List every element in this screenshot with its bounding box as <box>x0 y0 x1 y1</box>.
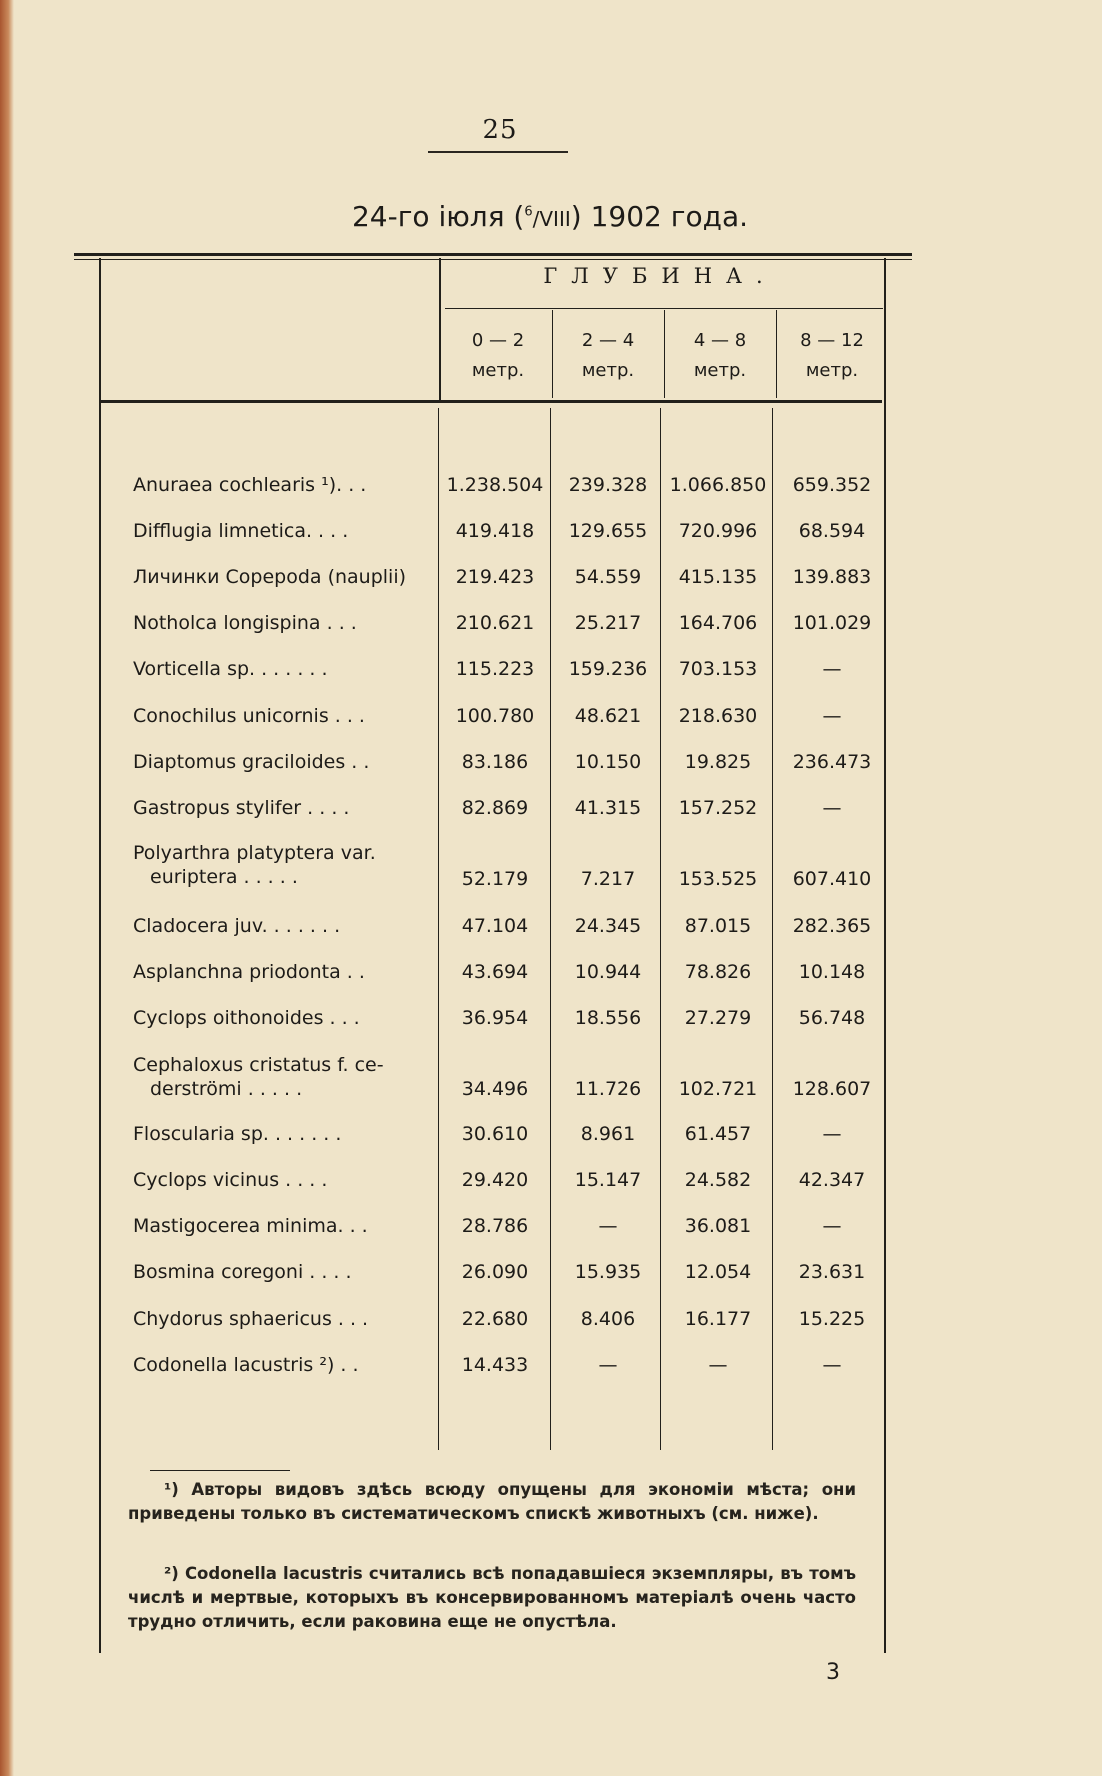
species-name-continued: euriptera . . . . . <box>150 866 298 888</box>
table-row <box>0 914 1102 954</box>
table-row <box>0 519 1102 559</box>
page-number-rule <box>428 151 568 153</box>
table-row <box>0 750 1102 790</box>
value-2-4m: 7.217 <box>580 868 636 890</box>
value-0-2m: 28.786 <box>461 1215 529 1237</box>
value-0-2m: 419.418 <box>455 520 535 542</box>
value-2-4m: 25.217 <box>574 612 642 634</box>
value-4-8m: 19.825 <box>684 751 752 773</box>
value-2-4m: 10.150 <box>574 751 642 773</box>
column-range: 4 — 8 <box>693 330 747 351</box>
species-name-continued: derströmi . . . . . <box>150 1078 303 1100</box>
value-4-8m: 1.066.850 <box>669 474 767 496</box>
species-name: Cephaloxus cristatus f. ce- <box>133 1054 384 1076</box>
value-8-12m: 282.365 <box>792 915 872 937</box>
value-0-2m: 219.423 <box>455 566 535 588</box>
table-row <box>0 1260 1102 1300</box>
value-8-12m: 56.748 <box>798 1007 866 1029</box>
value-0-2m: 115.223 <box>455 658 535 680</box>
value-8-12m: 68.594 <box>798 520 866 542</box>
footnote-mark: ²) <box>164 1564 179 1583</box>
title-sup: 6 <box>524 204 533 220</box>
depth-header-rule <box>445 308 883 309</box>
value-0-2m: 26.090 <box>461 1261 529 1283</box>
table-row <box>0 611 1102 651</box>
value-0-2m: 210.621 <box>455 612 535 634</box>
table-row <box>0 1006 1102 1046</box>
table-row <box>0 1307 1102 1347</box>
table-row <box>0 796 1102 836</box>
header-bottom-rule <box>100 400 882 403</box>
value-2-4m: 10.944 <box>574 961 642 983</box>
title-sub: /VIII <box>532 207 571 231</box>
table-top-rule <box>74 253 912 256</box>
footnote-mark: ¹) <box>164 1480 179 1499</box>
value-2-4m: 15.935 <box>574 1261 642 1283</box>
value-4-8m: 36.081 <box>684 1215 752 1237</box>
footnote-text: Codonella lacustris считались всѣ попадавшіеся экземпляры, въ томъ числѣ и мертвые, которыхъ въ консервированномъ матеріалѣ очень часто трудно отличить, если раковина еще не опустѣла. <box>128 1564 856 1631</box>
column-range: 8 — 12 <box>800 330 864 351</box>
depth-header: ГЛУБИНА. <box>543 264 777 288</box>
value-4-8m: 153.525 <box>678 868 758 890</box>
column-header-2-4 <box>554 326 662 386</box>
table-row <box>0 1122 1102 1162</box>
value-0-2m: 47.104 <box>461 915 529 937</box>
value-2-4m: 8.406 <box>580 1308 636 1330</box>
table-right-border <box>884 258 886 1653</box>
value-0-2m: 100.780 <box>455 705 535 727</box>
species-name: Codonella lacustris ²) . . <box>133 1354 359 1376</box>
value-2-4m: 41.315 <box>574 797 642 819</box>
species-name: Anuraea cochlearis ¹). . . <box>133 474 367 496</box>
value-8-12m: 42.347 <box>798 1169 866 1191</box>
value-2-4m: 159.236 <box>568 658 648 680</box>
table-row <box>0 473 1102 513</box>
footnote-text: Авторы видовъ здѣсь всюду опущены для экономіи мѣста; они приведены только въ систематическомъ спискѣ животныхъ (см. ниже). <box>128 1480 857 1523</box>
table-row <box>0 960 1102 1000</box>
species-name: Личинки Copepoda (nauplii) <box>133 566 407 588</box>
header-divider-3 <box>776 310 777 398</box>
header-divider-2 <box>664 310 665 398</box>
species-name: Cyclops oithonoides . . . <box>133 1007 360 1029</box>
value-8-12m: 236.473 <box>792 751 872 773</box>
value-0-2m: 29.420 <box>461 1169 529 1191</box>
table-left-border <box>99 258 101 1653</box>
column-header-0-2 <box>444 326 552 386</box>
value-2-4m: 24.345 <box>574 915 642 937</box>
value-2-4m: 18.556 <box>574 1007 642 1029</box>
value-4-8m: 164.706 <box>678 612 758 634</box>
species-name: Asplanchna priodonta . . <box>133 961 365 983</box>
species-name: Notholca longispina . . . <box>133 612 357 634</box>
species-name: Difflugia limnetica. . . . <box>133 520 349 542</box>
table-row <box>0 1353 1102 1393</box>
table-row <box>0 704 1102 744</box>
column-unit: метр. <box>581 360 635 381</box>
species-name: Mastigocerea minima. . . <box>133 1215 368 1237</box>
value-2-4m: 129.655 <box>568 520 648 542</box>
value-0-2m: 14.433 <box>461 1354 529 1376</box>
signature-mark: 3 <box>826 1660 840 1685</box>
title-prefix: 24-го іюля ( <box>351 200 525 233</box>
value-2-4m: — <box>598 1215 618 1237</box>
value-4-8m: 27.279 <box>684 1007 752 1029</box>
value-4-8m: 78.826 <box>684 961 752 983</box>
value-8-12m: — <box>822 1215 842 1237</box>
species-name: Vorticella sp. . . . . . . <box>133 658 328 680</box>
species-name: Chydorus sphaericus . . . <box>133 1308 369 1330</box>
value-4-8m: 102.721 <box>678 1078 758 1100</box>
title-suffix: ) 1902 года. <box>570 200 749 233</box>
value-4-8m: 12.054 <box>684 1261 752 1283</box>
species-name: Diaptomus graciloides . . <box>133 751 370 773</box>
species-name: Floscularia sp. . . . . . . <box>133 1123 342 1145</box>
value-2-4m: — <box>598 1354 618 1376</box>
value-4-8m: — <box>708 1354 728 1376</box>
value-8-12m: 128.607 <box>792 1078 872 1100</box>
species-name: Conochilus unicornis . . . <box>133 705 365 727</box>
table-row <box>0 1214 1102 1254</box>
value-0-2m: 22.680 <box>461 1308 529 1330</box>
value-8-12m: — <box>822 705 842 727</box>
value-0-2m: 30.610 <box>461 1123 529 1145</box>
value-0-2m: 1.238.504 <box>446 474 544 496</box>
value-8-12m: — <box>822 658 842 680</box>
table-row <box>0 565 1102 605</box>
footnote-rule <box>150 1470 290 1471</box>
value-2-4m: 54.559 <box>574 566 642 588</box>
value-4-8m: 24.582 <box>684 1169 752 1191</box>
value-8-12m: 10.148 <box>798 961 866 983</box>
value-0-2m: 36.954 <box>461 1007 529 1029</box>
value-4-8m: 61.457 <box>684 1123 752 1145</box>
table-row <box>0 1053 1102 1119</box>
value-8-12m: 15.225 <box>798 1308 866 1330</box>
value-0-2m: 52.179 <box>461 868 529 890</box>
table-top-rule-thin <box>74 259 912 260</box>
value-2-4m: 11.726 <box>574 1078 642 1100</box>
value-2-4m: 15.147 <box>574 1169 642 1191</box>
species-name: Cladocera juv. . . . . . . <box>133 915 341 937</box>
value-0-2m: 34.496 <box>461 1078 529 1100</box>
value-8-12m: — <box>822 1354 842 1376</box>
value-4-8m: 87.015 <box>684 915 752 937</box>
value-2-4m: 8.961 <box>580 1123 636 1145</box>
value-4-8m: 16.177 <box>684 1308 752 1330</box>
column-unit: метр. <box>471 360 525 381</box>
value-8-12m: — <box>822 797 842 819</box>
value-8-12m: 139.883 <box>792 566 872 588</box>
page-number: 25 <box>482 115 518 145</box>
value-0-2m: 43.694 <box>461 961 529 983</box>
footnote-1 <box>128 1478 856 1526</box>
species-name: Gastropus stylifer . . . . <box>133 797 350 819</box>
column-range: 0 — 2 <box>471 330 525 351</box>
value-4-8m: 720.996 <box>678 520 758 542</box>
species-name: Cyclops vicinus . . . . <box>133 1169 328 1191</box>
column-header-4-8 <box>666 326 774 386</box>
species-name: Bosmina coregoni . . . . <box>133 1261 352 1283</box>
species-name: Polyarthra platyptera var. <box>133 842 376 864</box>
table-row <box>0 657 1102 697</box>
value-8-12m: 659.352 <box>792 474 872 496</box>
value-8-12m: 101.029 <box>792 612 872 634</box>
value-0-2m: 82.869 <box>461 797 529 819</box>
column-range: 2 — 4 <box>581 330 635 351</box>
value-4-8m: 703.153 <box>678 658 758 680</box>
table-row <box>0 841 1102 907</box>
header-divider-1 <box>552 310 553 398</box>
value-4-8m: 218.630 <box>678 705 758 727</box>
value-8-12m: 607.410 <box>792 868 872 890</box>
page-title <box>200 200 900 233</box>
value-2-4m: 239.328 <box>568 474 648 496</box>
value-2-4m: 48.621 <box>574 705 642 727</box>
value-4-8m: 415.135 <box>678 566 758 588</box>
value-4-8m: 157.252 <box>678 797 758 819</box>
value-0-2m: 83.186 <box>461 751 529 773</box>
column-header-8-12 <box>778 326 886 386</box>
value-8-12m: 23.631 <box>798 1261 866 1283</box>
value-8-12m: — <box>822 1123 842 1145</box>
column-unit: метр. <box>693 360 747 381</box>
table-row <box>0 1168 1102 1208</box>
column-unit: метр. <box>805 360 859 381</box>
footnote-2 <box>128 1562 856 1634</box>
